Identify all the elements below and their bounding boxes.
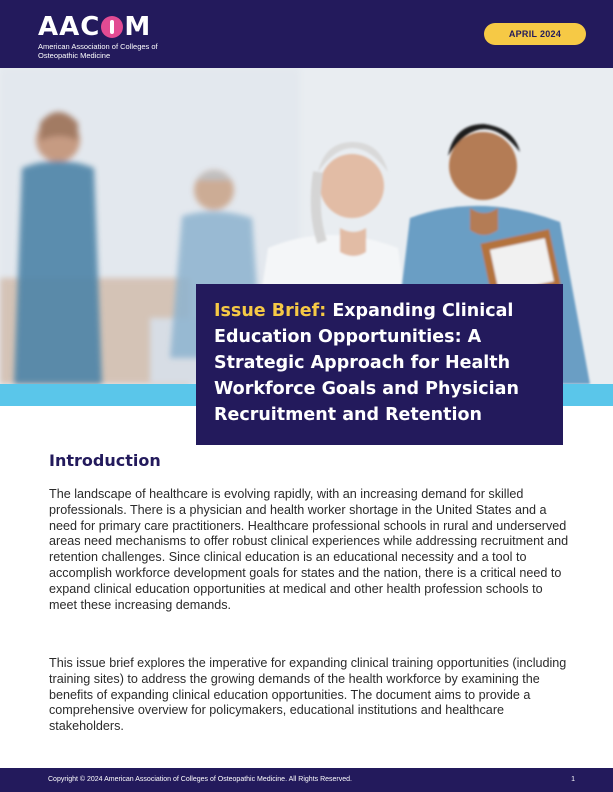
title-box <box>196 284 563 445</box>
title-prefix: Issue Brief: <box>214 301 327 321</box>
intro-paragraph-1: The landscape of healthcare is evolving rapidly, with an increasing demand for skilled professionals. There is a physician and health worker shortage in the United States and a need for primary care practitioners. Healthcare professional schools in rural and underserved areas need mechanisms to offer robust clinical experiences while addressing recruitment and retention challenges. Since clinical education is an educational necessity and a tool to accomplish workforce development goals for states and the nation, there is a critical need to expand clinical education opportunities at medical and other health profession schools to meet these increasing demands. <box>49 487 569 612</box>
page-header <box>0 0 613 68</box>
page-footer <box>0 768 613 792</box>
aacom-logo <box>38 14 168 60</box>
page-title <box>214 298 547 428</box>
intro-paragraph-2: This issue brief explores the imperative for expanding clinical training opportunities (including training sites) to address the growing demands of the health workforce by examining the benefits of expanding clinical education opportunities. The document aims to provide a comprehensive overview for policymakers, educational institutions and healthcare stakeholders. <box>49 656 567 734</box>
title-text: Expanding Clinical Education Opportunities: A Strategic Approach for Health Workforce Goals and Physician Recruitment and Retention <box>214 301 519 425</box>
introduction-heading: Introduction <box>49 451 161 470</box>
page-number: 1 <box>571 776 575 783</box>
copyright-text: Copyright © 2024 American Association of Colleges of Osteopathic Medicine. All Rights Reserved. <box>48 776 352 783</box>
caduceus-icon <box>101 16 123 38</box>
logo-subtitle: American Association of Colleges of Osteopathic Medicine <box>38 42 158 60</box>
date-badge: APRIL 2024 <box>484 23 586 45</box>
logo-wordmark: AAC M <box>38 12 152 42</box>
